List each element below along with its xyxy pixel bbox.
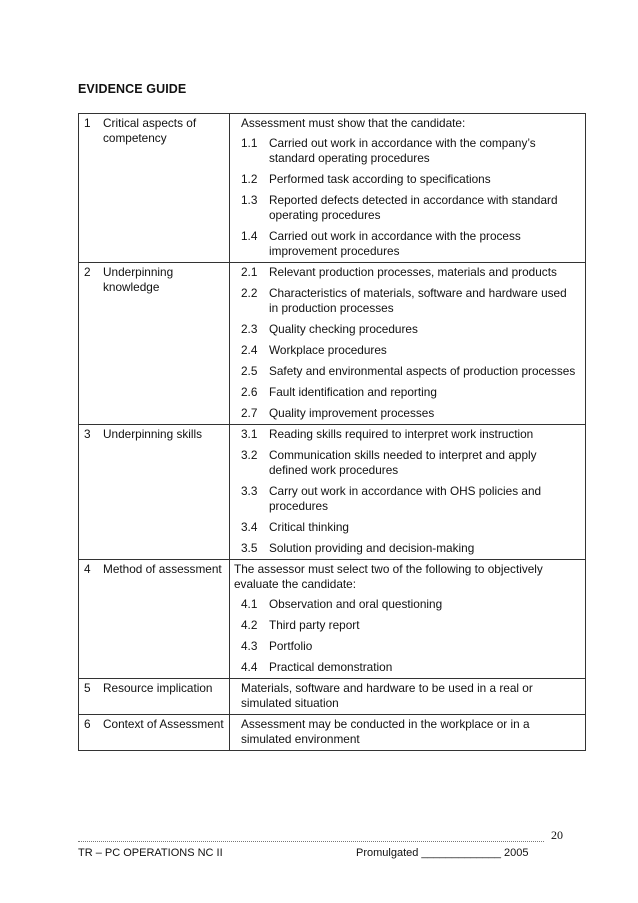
item-text: Third party report (269, 618, 360, 632)
item-text: Characteristics of materials, software and hardware used in production processes (269, 286, 567, 315)
item-number: 3.2 (241, 448, 258, 462)
list-item (230, 172, 585, 187)
item-number: 2.3 (241, 322, 258, 336)
item-number: 4.1 (241, 597, 258, 611)
item-text: Communication skills needed to interpret and apply defined work procedures (269, 448, 537, 477)
footer-divider (78, 841, 544, 842)
row-number: 3 (84, 427, 91, 441)
table-row (79, 560, 586, 679)
row-label-cell (79, 263, 230, 425)
list-item (230, 193, 585, 223)
row-content-cell (230, 679, 586, 715)
item-text: Relevant production processes, materials and products (269, 265, 557, 279)
row-content-cell (230, 715, 586, 751)
item-text: Quality checking procedures (269, 322, 418, 336)
row-content-cell (230, 263, 586, 425)
item-text: Quality improvement processes (269, 406, 435, 420)
row-label: Method of assessment (103, 562, 222, 576)
item-text: Practical demonstration (269, 660, 393, 674)
item-number: 1.1 (241, 136, 258, 150)
list-item (230, 265, 585, 280)
list-item (230, 136, 585, 166)
row-number: 5 (84, 681, 91, 695)
list-item (230, 343, 585, 358)
row-label-cell (79, 114, 230, 263)
table-row (79, 679, 586, 715)
item-number: 1.2 (241, 172, 258, 186)
item-text: Solution providing and decision-making (269, 541, 475, 555)
item-number: 3.3 (241, 484, 258, 498)
table-row (79, 715, 586, 751)
item-text: Fault identification and reporting (269, 385, 437, 399)
item-number: 2.2 (241, 286, 258, 300)
list-item (230, 639, 585, 654)
item-number: 2.1 (241, 265, 258, 279)
row-number: 6 (84, 717, 91, 731)
item-number: 4.4 (241, 660, 258, 674)
item-number: 2.7 (241, 406, 258, 420)
row-content-cell (230, 114, 586, 263)
list-item (230, 520, 585, 535)
footer-promulgated: Promulgated _____________ 2005 (356, 847, 529, 859)
item-text: Reported defects detected in accordance with standard operating procedures (269, 193, 558, 222)
table-row (79, 425, 586, 560)
item-text: Performed task according to specifications (269, 172, 491, 186)
evidence-guide-table (78, 113, 586, 751)
item-text: Safety and environmental aspects of production processes (269, 364, 576, 378)
list-item (230, 660, 585, 675)
item-text: Workplace procedures (269, 343, 387, 357)
list-item (230, 427, 585, 442)
item-number: 1.3 (241, 193, 258, 207)
row-intro: Assessment must show that the candidate: (241, 116, 466, 130)
list-item (230, 406, 585, 421)
row-number: 2 (84, 265, 91, 279)
item-text: Reading skills required to interpret work instruction (269, 427, 534, 441)
list-item (230, 286, 585, 316)
list-item (230, 618, 585, 633)
row-label: Underpinning skills (103, 427, 203, 441)
item-text: Critical thinking (269, 520, 349, 534)
row-text: Assessment may be conducted in the workplace or in a simulated environment (241, 717, 530, 746)
list-item (230, 448, 585, 478)
list-item (230, 364, 585, 379)
list-item (230, 385, 585, 400)
item-number: 2.6 (241, 385, 258, 399)
row-number: 4 (84, 562, 91, 576)
row-intro: The assessor must select two of the following to objectively evaluate the candidate: (234, 562, 543, 591)
row-text: Materials, software and hardware to be used in a real or simulated situation (241, 681, 533, 710)
row-number: 1 (84, 116, 91, 130)
row-label: Critical aspects of competency (103, 116, 197, 145)
row-label-cell (79, 679, 230, 715)
item-number: 3.5 (241, 541, 258, 555)
item-number: 3.4 (241, 520, 258, 534)
table-row (79, 114, 586, 263)
item-number: 4.2 (241, 618, 258, 632)
footer-document-title: TR – PC OPERATIONS NC II (78, 847, 223, 859)
item-number: 2.5 (241, 364, 258, 378)
row-label-cell (79, 715, 230, 751)
item-text: Portfolio (269, 639, 313, 653)
row-label-cell (79, 425, 230, 560)
item-number: 4.3 (241, 639, 258, 653)
list-item (230, 229, 585, 259)
item-text: Observation and oral questioning (269, 597, 443, 611)
row-label: Context of Assessment (103, 717, 224, 731)
row-label: Resource implication (103, 681, 213, 695)
item-number: 3.1 (241, 427, 258, 441)
page-number: 20 (551, 828, 563, 842)
list-item (230, 484, 585, 514)
item-number: 2.4 (241, 343, 258, 357)
item-number: 1.4 (241, 229, 258, 243)
table-row (79, 263, 586, 425)
row-content-cell (230, 425, 586, 560)
row-label: Underpinning knowledge (103, 265, 174, 294)
list-item (230, 322, 585, 337)
item-text: Carry out work in accordance with OHS policies and procedures (269, 484, 542, 513)
page-title: EVIDENCE GUIDE (78, 82, 187, 96)
row-label-cell (79, 560, 230, 679)
item-text: Carried out work in accordance with the process improvement procedures (269, 229, 521, 258)
row-content-cell (230, 560, 586, 679)
list-item (230, 541, 585, 556)
item-text: Carried out work in accordance with the company’s standard operating procedures (269, 136, 536, 165)
list-item (230, 597, 585, 612)
